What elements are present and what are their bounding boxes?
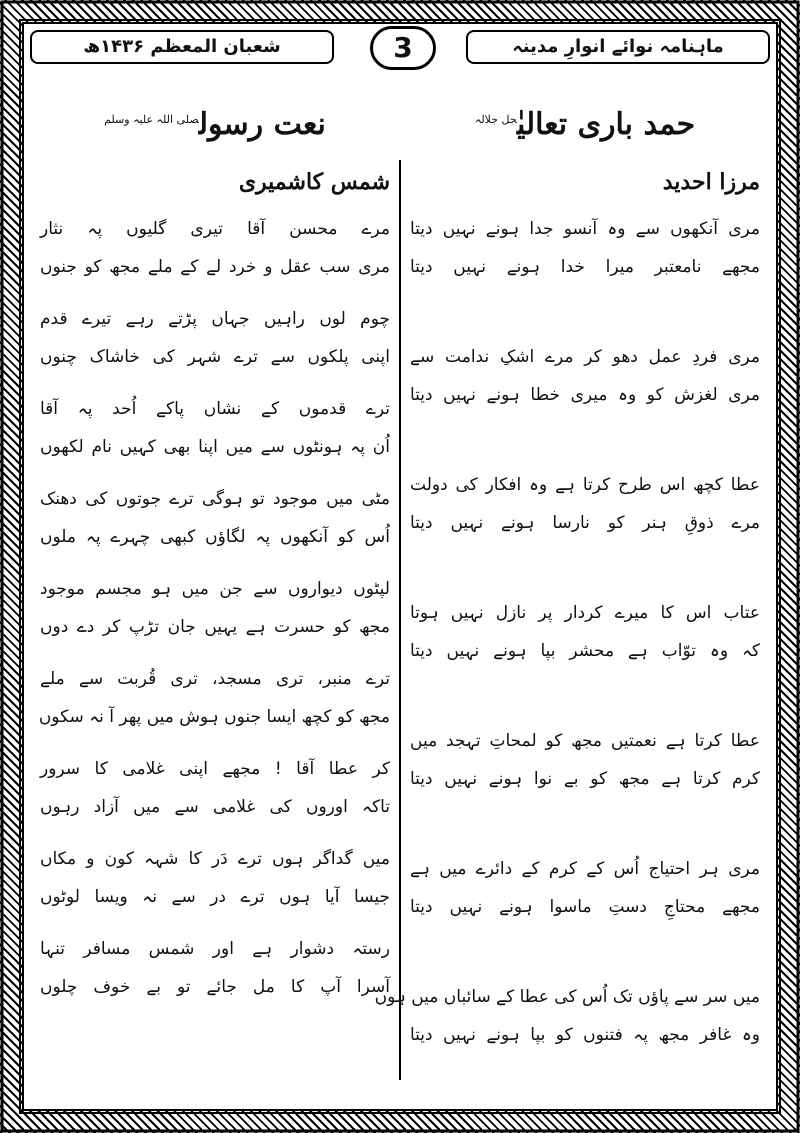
verse-line: مری فردِ عمل دھو کر مرے اشکِ ندامت سے (410, 347, 760, 367)
verse-line: وہ غافر مجھ پہ فتنوں کو بپا ہونے نہیں دیتا (410, 1025, 760, 1045)
verse-line: مرے محسن آقا تیری گلیوں پہ نثار (40, 219, 390, 239)
naat-column (40, 90, 390, 1020)
verse-line: ترے قدموں کے نشاں پاکے اُحد پہ آقا (40, 399, 390, 419)
hamd-author: مرزا احدید (662, 169, 760, 195)
verse-line: مجھے محتاجِ دستِ ماسوا ہونے نہیں دیتا (410, 897, 760, 917)
naat-stanza (40, 300, 390, 376)
verse-line: مری ہر احتیاج اُس کے کرم کے دائرے میں ہے (410, 859, 760, 879)
verse-line: تاکہ اوروں کی غلامی سے میں آزاد رہوں (40, 797, 390, 817)
hamd-column (374, 90, 760, 1106)
verse-line: جیسا آیا ہوں ترے در سے نہ ویسا لوٹوں (40, 887, 390, 907)
page-header (30, 26, 770, 66)
hamd-stanza (374, 978, 760, 1054)
hamd-stanza (410, 594, 760, 670)
verse-line: کر عطا آقا ! مجھے اپنی غلامی کا سرور (40, 759, 390, 779)
verse-line: لپٹوں دیواروں سے جن میں ہو مجسم موجود (40, 579, 390, 599)
naat-stanza (40, 930, 390, 1006)
verse-line: میں سر سے پاؤں تک اُس کی عطا کے سائباں میں ہوں (374, 987, 760, 1007)
naat-title-text: نعت رسول (198, 107, 326, 142)
verse-line: مری سب عقل و خرد لے کے ملے مجھ کو جنوں (40, 257, 390, 277)
verse-line: رستہ دشوار ہے اور شمس مسافر تنہا (40, 939, 390, 959)
verse-line: مٹی میں موجود تو ہوگی ترے جوتوں کی دھنک (40, 489, 390, 509)
verse-line: اپنی پلکوں سے ترے شہر کی خاشاک چنوں (40, 347, 390, 367)
verse-line: عطا کرتا ہے نعمتیں مجھ کو لمحاتِ تہجد میں (410, 731, 760, 751)
hamd-stanza (410, 210, 760, 286)
verse-line: اُس کو آنکھوں پہ لگاؤں کبھی چہرے پہ ملوں (40, 527, 390, 547)
naat-stanza (40, 390, 390, 466)
column-divider (399, 160, 401, 1080)
verse-line: مری لغزش کو وہ میری خطا ہونے نہیں دیتا (410, 385, 760, 405)
naat-stanza (40, 750, 390, 826)
verse-line: مجھ کو کچھ ایسا جنوں ہوش میں پھر آ نہ سکوں (38, 707, 390, 727)
verse-line: آسرا آپ کا مل جائے تو بے خوف چلوں (40, 977, 390, 997)
hamd-honorific: جل جلالہ (474, 113, 517, 126)
verse-line: چوم لوں راہیں جہاں پڑتے رہے تیرے قدم (40, 309, 390, 329)
hamd-stanza (410, 850, 760, 926)
magazine-name: ماہنامہ نوائے انوارِ مدینہ (466, 30, 770, 64)
naat-stanza (40, 210, 390, 286)
verse-line: مجھ کو حسرت ہے یہیں جان تڑپ کر دے دوں (40, 617, 390, 637)
verse-line: کرم کرتا ہے مجھ کو بے نوا ہونے نہیں دیتا (410, 769, 760, 789)
verse-line: عطا کچھ اس طرح کرتا ہے وہ افکار کی دولت (410, 475, 760, 495)
verse-line: میں گداگر ہوں ترے دَر کا شہہ کون و مکاں (40, 849, 390, 869)
naat-stanza (40, 660, 390, 736)
naat-stanza (40, 480, 390, 556)
naat-stanza (40, 840, 390, 916)
verse-line: مرے ذوقِ ہنر کو نارسا ہونے نہیں دیتا (410, 513, 760, 533)
hamd-stanza (410, 722, 760, 798)
naat-stanza (40, 570, 390, 646)
naat-title (40, 90, 390, 150)
hamd-title-text: حمد باری تعالیٰ (516, 107, 696, 142)
hamd-stanza (410, 338, 760, 414)
verse-line: مجھے نامعتبر میرا خدا ہونے نہیں دیتا (410, 257, 760, 277)
naat-author: شمس کاشمیری (238, 169, 390, 195)
naat-honorific: صلی اللہ علیہ وسلم (104, 113, 199, 126)
page-number: 3 (370, 26, 436, 70)
hamd-title (410, 90, 760, 150)
verse-line: عتاب اس کا میرے کردار پر نازل نہیں ہوتا (410, 603, 760, 623)
hamd-stanza (410, 466, 760, 542)
verse-line: ترے منبر، تری مسجد، تری قُربت سے ملے (40, 669, 390, 689)
verse-line: کہ وہ توّاب ہے محشر بپا ہونے نہیں دیتا (410, 641, 760, 661)
verse-line: اُن پہ ہونٹوں سے میں اپنا بھی کہیں نام لکھوں (40, 437, 390, 457)
issue-date: شعبان المعظم ۱۴۳۶ھ (30, 30, 334, 64)
verse-line: مری آنکھوں سے وہ آنسو جدا ہونے نہیں دیتا (410, 219, 760, 239)
